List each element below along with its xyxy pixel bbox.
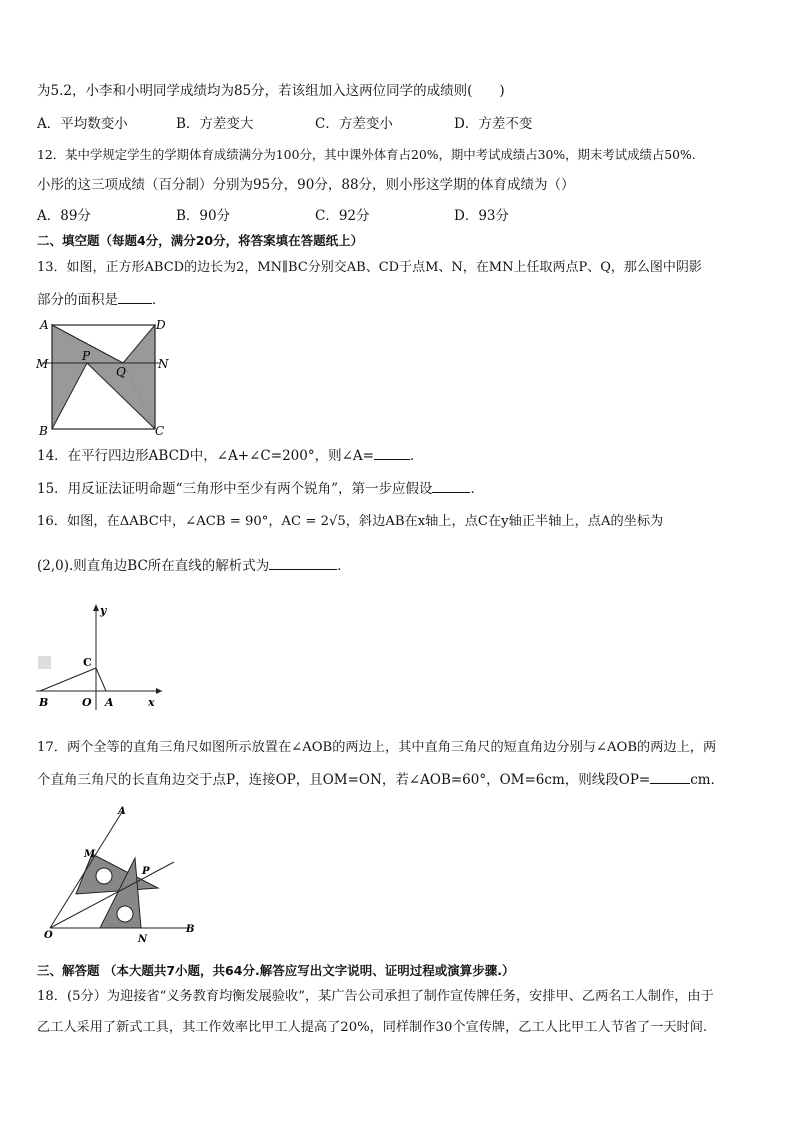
q13-stem-suffix: ．: [152, 292, 166, 308]
q17-label-a: A: [118, 806, 126, 817]
q17-label-b: B: [186, 924, 195, 935]
q13-label-c: C: [155, 424, 165, 438]
section3-heading: 三、解答题 （本大题共7小题，共64分.解答应写出文字说明、证明过程或演算步骤.）: [37, 963, 515, 978]
q16-y-arrow: [93, 604, 99, 611]
q16-coordinate-figure: [32, 598, 172, 713]
q11-option-d: D．方差不变: [454, 116, 533, 132]
q16-stem-suffix: ．: [337, 558, 351, 574]
q13-stem-line1: 13．如图，正方形ABCD的边长为2，MN∥BC分别交AB、CD于点M、N，在MN上任取两点P、Q，那么图中阴影: [37, 260, 702, 275]
q12-stem-line2: 小彤的这三项成绩（百分制）分别为95分，90分，88分，则小彤这学期的体育成绩为（）: [37, 177, 575, 193]
q17-hole-upper: [96, 868, 112, 884]
q14-stem-prefix: 14．在平行四边形ABCD中，∠A+∠C=200°，则∠A=: [37, 448, 374, 464]
q17-stem-prefix: 个直角三角尺的长直角边交于点P，连接OP，且OM=ON，若∠AOB=60°，OM=6cm，则线段OP=: [37, 772, 651, 788]
q13-label-n: N: [158, 357, 169, 371]
q16-placeholder-mark: [38, 656, 51, 669]
q12-option-b: B．90分: [176, 208, 231, 224]
q14-answer-blank: [374, 446, 410, 460]
q16-label-c: C: [83, 656, 92, 669]
q13-stem-line2: [37, 290, 166, 309]
q14-stem-suffix: ．: [409, 448, 424, 464]
q18-stem-line2: 乙工人采用了新式工具，其工作效率比甲工人提高了20%，同样制作30个宣传牌，乙工人比甲工人节省了一天时间.: [37, 1020, 708, 1035]
q17-label-p: P: [142, 866, 150, 877]
q15-stem-prefix: 15．用反证法证明命题“三角形中至少有两个锐角”，第一步应假设: [37, 481, 433, 497]
q17-label-m: M: [84, 849, 96, 860]
q13-label-a: A: [40, 318, 49, 332]
q13-label-m: M: [36, 357, 49, 371]
q13-label-q: Q: [116, 365, 126, 379]
q16-stem-prefix: (2,0).则直角边BC所在直线的解析式为: [37, 558, 270, 574]
q16-label-a: A: [105, 696, 114, 709]
q16-label-y: y: [100, 604, 107, 617]
q17-stem-line2: [37, 770, 724, 789]
q12-option-d: D．93分: [454, 208, 510, 224]
q17-label-o: O: [44, 930, 53, 941]
q15-answer-blank: [432, 479, 470, 493]
q11-option-c: C．方差变小: [315, 116, 393, 132]
q17-answer-blank: [650, 770, 690, 784]
q13-label-b: B: [39, 424, 48, 438]
q13-label-d: D: [156, 318, 166, 332]
q16-label-o: O: [82, 696, 92, 709]
q13-answer-blank: [118, 290, 152, 304]
q13-label-p: P: [82, 349, 91, 363]
q13-stem-prefix: 部分的面积是: [37, 292, 118, 308]
q16-x-arrow: [156, 688, 162, 694]
q16-side-ca: [96, 668, 106, 691]
q17-triangle-rulers-figure: [38, 806, 198, 946]
q11-option-b: B．方差变大: [176, 116, 254, 132]
q17-label-n: N: [138, 934, 148, 945]
q17-stem-line1: 17．两个全等的直角三角尺如图所示放置在∠AOB的两边上，其中直角三角尺的短直角边分别与∠AOB的两边上，两: [37, 740, 717, 755]
q16-label-b: B: [39, 696, 49, 709]
q16-label-x: x: [148, 696, 155, 709]
q17-hole-lower: [117, 906, 133, 922]
q16-stem-line1: 16．如图，在ΔABC中，∠ACB = 90°，AC = 2√5，斜边AB在x轴上，点C在y轴正半轴上，点A的坐标为: [37, 514, 664, 529]
q16-stem-line2: [37, 556, 351, 575]
q14-stem: [37, 446, 423, 465]
q13-square-figure: [32, 315, 172, 440]
q12-option-c: C．92分: [315, 208, 370, 224]
q15-stem: [37, 479, 484, 498]
q16-side-bc: [40, 668, 96, 691]
q16-answer-blank: [269, 556, 337, 570]
q12-option-a: A．89分: [37, 208, 91, 224]
q11-option-a: A．平均数变小: [37, 116, 128, 132]
q11-stem: 为5.2，小李和小明同学成绩均为85分，若该组加入这两位同学的成绩则( ): [37, 83, 505, 99]
q12-stem-line1: 12．某中学规定学生的学期体育成绩满分为100分，其中课外体育占20%，期中考试成绩占30%，期末考试成绩占50%.: [37, 147, 696, 162]
q15-stem-suffix: ．: [470, 481, 484, 497]
q18-stem-line1: 18．(5分）为迎接省“义务教育均衡发展验收”，某广告公司承担了制作宣传牌任务，安排甲、乙两名工人制作，由于: [37, 989, 714, 1004]
q17-stem-suffix: cm．: [690, 772, 725, 788]
section2-heading: 二、填空题（每题4分，满分20分，将答案填在答题纸上）: [37, 233, 364, 248]
